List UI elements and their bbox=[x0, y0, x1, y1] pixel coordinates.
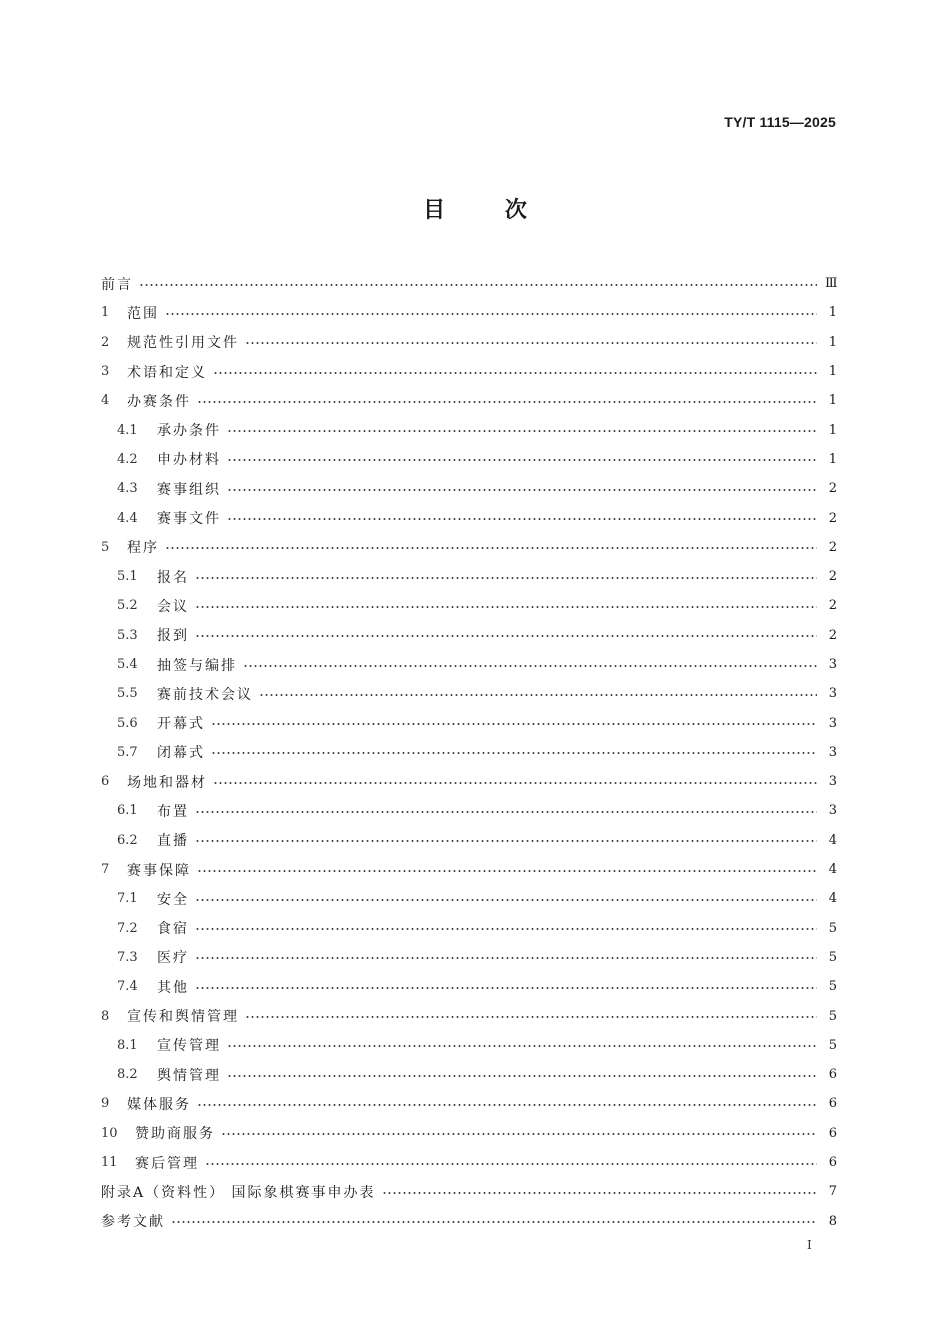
toc-entry-title: 宣传和舆情管理 bbox=[127, 1009, 239, 1026]
toc-entry-title: 范围 bbox=[127, 305, 159, 322]
toc-entry[interactable] bbox=[101, 884, 837, 913]
dot-leader bbox=[211, 752, 817, 754]
toc-entry[interactable] bbox=[101, 679, 837, 708]
toc-entry-page: 2 bbox=[828, 598, 837, 614]
toc-entry-number: 7.2 bbox=[117, 920, 138, 936]
toc-entry-number: 4.1 bbox=[117, 422, 138, 438]
toc-entry-title: 其他 bbox=[157, 979, 189, 996]
toc-entry[interactable] bbox=[101, 1177, 837, 1206]
toc-entry-title: 办赛条件 bbox=[127, 393, 191, 410]
dot-leader bbox=[227, 430, 817, 432]
toc-entry-number: 5.3 bbox=[117, 627, 138, 643]
dot-leader bbox=[195, 606, 817, 608]
toc-entry[interactable] bbox=[101, 1148, 837, 1177]
toc-entry-page: Ⅲ bbox=[825, 276, 838, 292]
page-title bbox=[0, 193, 950, 224]
page-number: I bbox=[807, 1238, 812, 1252]
toc-entry-page: 1 bbox=[828, 305, 837, 321]
toc-entry-page: 5 bbox=[828, 949, 837, 965]
toc-entry-number: 4 bbox=[101, 393, 110, 409]
toc-entry[interactable] bbox=[101, 562, 837, 591]
dot-leader bbox=[227, 518, 817, 520]
toc-entry-page: 6 bbox=[828, 1155, 837, 1171]
dot-leader bbox=[195, 840, 817, 842]
toc-entry-title: 报名 bbox=[157, 569, 189, 586]
toc-entry[interactable] bbox=[101, 914, 837, 943]
toc-entry-number: 7.4 bbox=[117, 979, 138, 995]
dot-leader bbox=[227, 459, 817, 461]
toc-entry-page: 3 bbox=[828, 774, 837, 790]
toc-entry-title: 舆情管理 bbox=[157, 1067, 221, 1084]
toc-entry-number: 5.5 bbox=[117, 686, 138, 702]
toc-entry[interactable] bbox=[101, 796, 837, 825]
dot-leader bbox=[213, 372, 817, 374]
toc-entry-title: 程序 bbox=[127, 540, 159, 557]
toc-entry-title: 申办材料 bbox=[157, 452, 221, 469]
dot-leader bbox=[205, 1163, 817, 1165]
toc-entry[interactable] bbox=[101, 1119, 837, 1148]
toc-entry-page: 2 bbox=[828, 481, 837, 497]
toc-entry-page: 4 bbox=[828, 891, 837, 907]
toc-entry[interactable] bbox=[101, 474, 837, 503]
toc-entry-page: 1 bbox=[828, 364, 837, 380]
toc-entry-title: 赛事文件 bbox=[157, 511, 221, 528]
toc-entry-number: 3 bbox=[101, 364, 110, 380]
toc-entry-number: 5.7 bbox=[117, 744, 138, 760]
toc-entry-title: 场地和器材 bbox=[127, 774, 207, 791]
toc-entry[interactable] bbox=[101, 415, 837, 444]
toc-entry-number: 5.6 bbox=[117, 715, 138, 731]
toc-entry[interactable] bbox=[101, 298, 837, 327]
toc-entry-page: 5 bbox=[828, 1008, 837, 1024]
toc-entry[interactable] bbox=[101, 269, 837, 298]
toc-entry-number: 9 bbox=[101, 1096, 110, 1112]
toc-entry[interactable] bbox=[101, 650, 837, 679]
dot-leader bbox=[165, 313, 817, 315]
toc-entry-page: 3 bbox=[828, 803, 837, 819]
toc-entry-number: 7.3 bbox=[117, 949, 138, 965]
dot-leader bbox=[227, 489, 817, 491]
toc-entry-page: 2 bbox=[828, 510, 837, 526]
toc-entry[interactable] bbox=[101, 533, 837, 562]
toc-entry-title: 赛前技术会议 bbox=[157, 686, 253, 703]
toc-entry-page: 3 bbox=[828, 715, 837, 731]
toc-entry[interactable] bbox=[101, 1031, 837, 1060]
toc-entry-number: 4.3 bbox=[117, 481, 138, 497]
toc-entry-title: 规范性引用文件 bbox=[127, 335, 239, 352]
toc-entry[interactable] bbox=[101, 386, 837, 415]
toc-entry-title: 赞助商服务 bbox=[135, 1126, 215, 1143]
toc-entry-page: 7 bbox=[828, 1184, 837, 1200]
dot-leader bbox=[243, 665, 817, 667]
toc-entry-title: 食宿 bbox=[157, 921, 189, 938]
toc-entry-number: 4.4 bbox=[117, 510, 138, 526]
toc-entry-number: 8.1 bbox=[117, 1037, 138, 1053]
toc-entry-number: 8 bbox=[101, 1008, 110, 1024]
toc-entry-page: 6 bbox=[828, 1125, 837, 1141]
toc-entry-title: 术语和定义 bbox=[127, 364, 207, 381]
toc-entry-page: 6 bbox=[828, 1096, 837, 1112]
toc-entry-page: 1 bbox=[828, 393, 837, 409]
dot-leader bbox=[195, 811, 817, 813]
toc-entry-page: 4 bbox=[828, 832, 837, 848]
toc-entry-page: 8 bbox=[828, 1213, 837, 1229]
dot-leader bbox=[245, 342, 817, 344]
toc-entry[interactable] bbox=[101, 943, 837, 972]
toc-entry-number: 6.1 bbox=[117, 803, 138, 819]
toc-entry-page: 3 bbox=[828, 657, 837, 672]
toc-entry-title: 参考文献 bbox=[101, 1214, 165, 1231]
dot-leader bbox=[195, 577, 817, 579]
toc-entry[interactable] bbox=[101, 503, 837, 532]
toc-entry-title: 赛事组织 bbox=[157, 481, 221, 498]
toc-entry-title: 开幕式 bbox=[157, 716, 205, 733]
toc-entry-number: 5.2 bbox=[117, 598, 138, 614]
dot-leader bbox=[171, 1221, 817, 1223]
toc-entry-page: 5 bbox=[828, 1037, 837, 1053]
dot-leader bbox=[197, 870, 817, 872]
dot-leader bbox=[227, 1075, 817, 1077]
toc-entry-page: 1 bbox=[828, 334, 837, 350]
toc-entry[interactable] bbox=[101, 767, 837, 796]
toc-entry-number: 4.2 bbox=[117, 451, 138, 467]
dot-leader bbox=[213, 782, 817, 784]
toc-entry-number: 5.4 bbox=[117, 657, 138, 672]
toc-entry[interactable] bbox=[101, 1207, 837, 1236]
toc-entry-title: 前言 bbox=[101, 276, 133, 293]
toc-entry-title: 承办条件 bbox=[157, 423, 221, 440]
toc-entry-page: 2 bbox=[828, 569, 837, 585]
table-of-contents bbox=[101, 269, 837, 1236]
toc-entry-title: 闭幕式 bbox=[157, 745, 205, 762]
dot-leader bbox=[195, 899, 817, 901]
toc-entry-number: 6 bbox=[101, 774, 110, 790]
toc-entry[interactable] bbox=[101, 591, 837, 620]
toc-entry-number: 8.2 bbox=[117, 1067, 138, 1083]
toc-entry-title: 附录A（资料性） 国际象棋赛事申办表 bbox=[101, 1184, 376, 1201]
toc-entry[interactable] bbox=[101, 708, 837, 737]
toc-entry-title: 宣传管理 bbox=[157, 1038, 221, 1055]
dot-leader bbox=[197, 1104, 817, 1106]
toc-entry[interactable] bbox=[101, 826, 837, 855]
toc-entry[interactable] bbox=[101, 1001, 837, 1030]
toc-entry-title: 会议 bbox=[157, 598, 189, 615]
dot-leader bbox=[195, 957, 817, 959]
dot-leader bbox=[227, 1045, 817, 1047]
toc-entry-title: 赛后管理 bbox=[135, 1155, 199, 1172]
toc-entry-number: 7.1 bbox=[117, 891, 138, 907]
toc-entry-page: 3 bbox=[828, 686, 837, 702]
toc-entry-page: 4 bbox=[828, 862, 837, 878]
title-char-1: 目 bbox=[423, 197, 446, 223]
dot-leader bbox=[195, 928, 817, 930]
toc-entry-page: 1 bbox=[828, 451, 837, 467]
toc-entry-number: 10 bbox=[101, 1125, 118, 1141]
toc-entry[interactable] bbox=[101, 1060, 837, 1089]
toc-entry-page: 6 bbox=[828, 1067, 837, 1083]
toc-entry-page: 1 bbox=[828, 422, 837, 438]
toc-entry-page: 3 bbox=[828, 744, 837, 760]
toc-entry[interactable] bbox=[101, 357, 837, 386]
toc-entry[interactable] bbox=[101, 972, 837, 1001]
toc-entry-page: 5 bbox=[828, 979, 837, 995]
dot-leader bbox=[195, 987, 817, 989]
toc-entry-number: 5 bbox=[101, 539, 110, 555]
dot-leader bbox=[245, 1016, 817, 1018]
standard-code: TY/T 1115—2025 bbox=[724, 114, 836, 130]
dot-leader bbox=[195, 635, 817, 637]
title-char-2: 次 bbox=[504, 197, 527, 223]
toc-entry[interactable] bbox=[101, 445, 837, 474]
toc-entry-title: 报到 bbox=[157, 628, 189, 645]
toc-entry-title: 媒体服务 bbox=[127, 1096, 191, 1113]
dot-leader bbox=[139, 284, 817, 286]
dot-leader bbox=[259, 694, 817, 696]
toc-entry[interactable] bbox=[101, 738, 837, 767]
toc-entry-page: 2 bbox=[828, 539, 837, 555]
dot-leader bbox=[221, 1133, 817, 1135]
dot-leader bbox=[211, 723, 817, 725]
toc-entry[interactable] bbox=[101, 328, 837, 357]
toc-entry-title: 赛事保障 bbox=[127, 862, 191, 879]
toc-entry-number: 5.1 bbox=[117, 569, 138, 585]
toc-entry-title: 抽签与编排 bbox=[157, 657, 237, 674]
toc-entry-title: 布置 bbox=[157, 803, 189, 820]
toc-entry-number: 7 bbox=[101, 862, 110, 878]
toc-entry-title: 医疗 bbox=[157, 950, 189, 967]
toc-entry-page: 5 bbox=[828, 920, 837, 936]
toc-entry-title: 安全 bbox=[157, 891, 189, 908]
toc-entry-number: 1 bbox=[101, 305, 110, 321]
toc-entry[interactable] bbox=[101, 855, 837, 884]
dot-leader bbox=[197, 401, 817, 403]
dot-leader bbox=[165, 547, 817, 549]
toc-entry[interactable] bbox=[101, 621, 837, 650]
toc-entry[interactable] bbox=[101, 1089, 837, 1118]
toc-entry-number: 2 bbox=[101, 334, 110, 350]
toc-entry-number: 11 bbox=[101, 1155, 118, 1171]
toc-entry-number: 6.2 bbox=[117, 832, 138, 848]
toc-entry-page: 2 bbox=[828, 627, 837, 643]
toc-entry-title: 直播 bbox=[157, 833, 189, 850]
dot-leader bbox=[382, 1192, 817, 1194]
